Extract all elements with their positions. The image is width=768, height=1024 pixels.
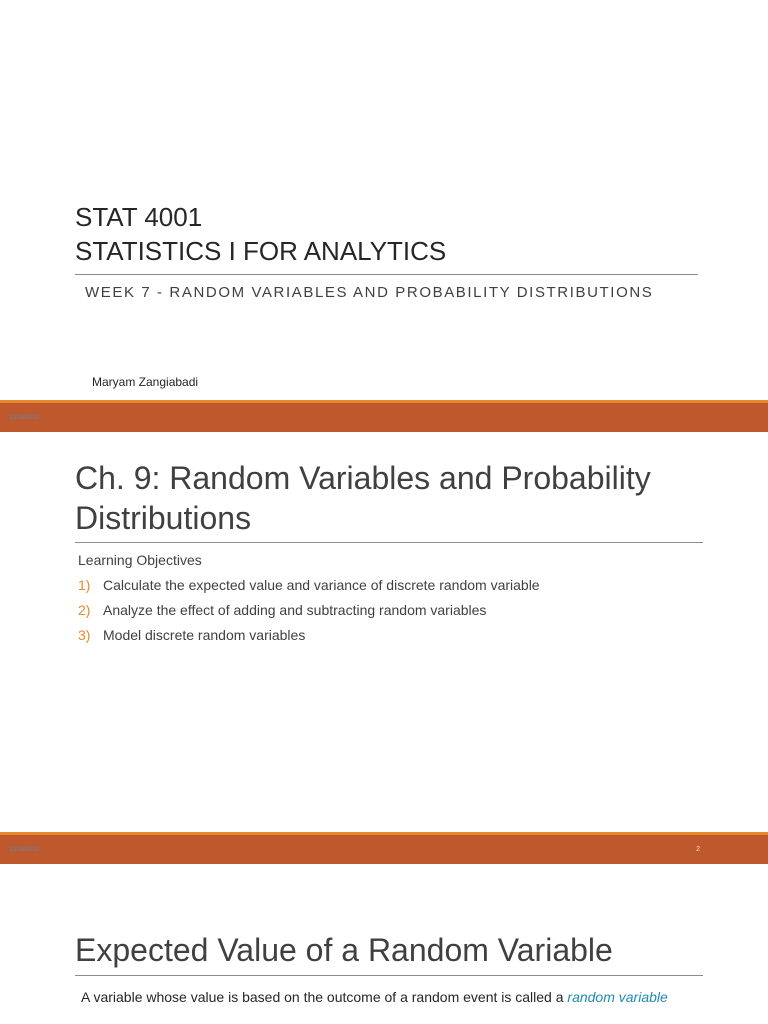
list-number: 3) — [78, 627, 91, 643]
slide-1-footer — [0, 400, 768, 432]
course-name: STATISTICS I FOR ANALYTICS — [75, 236, 447, 266]
list-number: 1) — [78, 577, 91, 593]
objectives-list — [78, 577, 540, 652]
slide-1-subtitle: WEEK 7 - RANDOM VARIABLES AND PROBABILITY DISTRIBUTIONS — [85, 284, 654, 301]
footer-date: 10/19/2020 — [9, 847, 40, 853]
slide-3 — [0, 864, 768, 1024]
course-code: STAT 4001 — [75, 202, 203, 232]
slide-2-title: Ch. 9: Random Variables and Probability Distributions — [75, 460, 651, 536]
slide-1-title — [75, 200, 446, 268]
page-number: 2 — [696, 846, 700, 853]
title-divider — [75, 542, 703, 543]
footer-bar — [0, 403, 768, 432]
author-name: Maryam Zangiabadi — [92, 375, 199, 389]
list-text: Model discrete random variables — [103, 627, 306, 643]
list-item — [78, 602, 540, 627]
slide-2-footer — [0, 832, 768, 864]
title-divider — [75, 274, 698, 275]
slide-1 — [0, 0, 768, 400]
body-text — [81, 988, 701, 1007]
title-divider — [75, 975, 703, 976]
footer-bar — [0, 835, 768, 864]
list-text: Calculate the expected value and variance of discrete random variable — [103, 577, 540, 593]
footer-date: 10/19/2020 — [9, 415, 40, 421]
list-number: 2) — [78, 602, 91, 618]
objectives-heading: Learning Objectives — [78, 552, 202, 568]
list-item — [78, 577, 540, 602]
slide-3-title: Expected Value of a Random Variable — [75, 932, 613, 968]
list-text: Analyze the effect of adding and subtracting random variables — [103, 602, 487, 618]
slide-2 — [0, 432, 768, 832]
list-item — [78, 627, 540, 652]
body-text-plain: A variable whose value is based on the outcome of a random event is called a — [81, 989, 568, 1005]
term-emphasis: random variable — [567, 989, 668, 1005]
